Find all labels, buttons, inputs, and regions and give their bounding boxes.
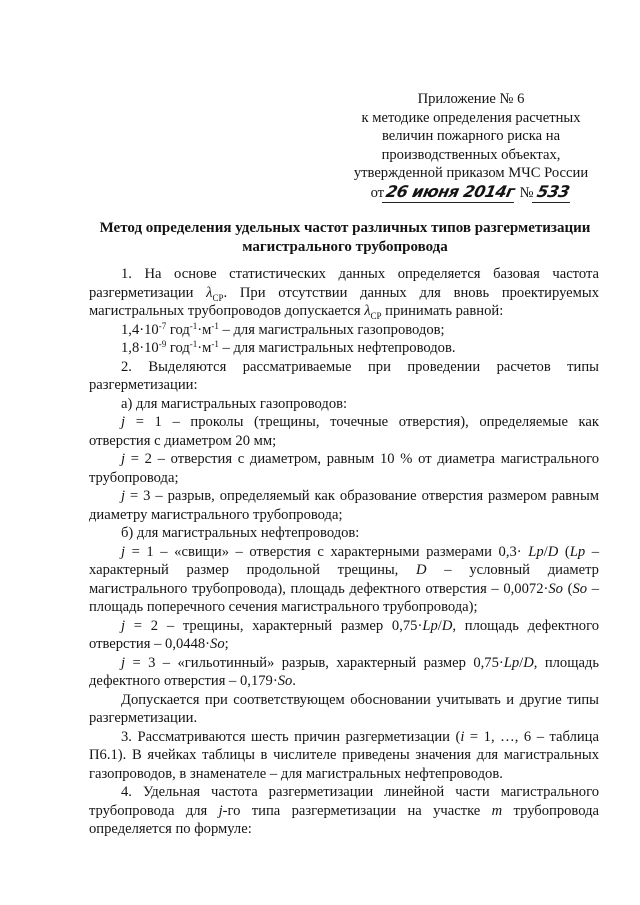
order-date-line	[346, 183, 596, 203]
appendix-number: Приложение № 6	[417, 91, 525, 107]
handwritten-number: 533	[531, 183, 573, 203]
gas-type-2: j = 2 – отверстия с диаметром, равным 10 % от диаметра магистрального трубопровода;	[89, 451, 599, 486]
oil-subheading: б) для магистральных нефтепроводов:	[121, 525, 360, 541]
paragraph-2: 2. Выделяются рассматриваемые при проведении расчетов типы разгерметизации:	[89, 358, 599, 393]
from-label: от	[370, 184, 385, 201]
handwritten-date: 26 июня 2014г	[382, 183, 518, 203]
oil-type-3: j = 3 – «гильотинный» разрыв, характерный размер 0,75·Lp/D, площадь дефектного отверстия – 0,179·So.	[89, 654, 600, 689]
section-title	[80, 219, 610, 256]
gas-subheading: а) для магистральных газопроводов:	[121, 395, 348, 412]
header-line: производственных объектах,	[381, 146, 561, 163]
title-line: магистрального трубопровода	[242, 238, 448, 255]
header-line: величин пожарного риска на	[381, 128, 561, 144]
oil-rate-line: $1,8\cdot 10^{-9}$ $год^{-1}\cdot м^{-1}$ – для магистральных нефтепроводов.	[121, 339, 456, 356]
gas-type-1: j = 1 – проколы (трещины, точечные отверстия), определяемые как отверстия с диаметром 20 мм;	[89, 414, 599, 449]
oil-type-1: j = 1 – «свищи» – отверстия с характерными размерами 0,3· Lp/D (Lp – характерный размер продольной трещины, D – условный диаметр магистрального трубопровода), площадь дефектного отверстия – 0,0072·So (So – площадь поперечного сечения магистрального трубопровода);	[89, 543, 599, 615]
paragraph-3: 3. Рассматриваются шесть причин разгерметизации (i = 1, …, 6 – таблица П6.1). В ячейках таблицы в числителе приведены значения для магистральных газопроводов, в знаменателе – для магистральных нефтепроводов.	[89, 728, 599, 782]
paragraph-1: 1. На основе статистических данных определяется базовая частота разгерметизации $\lambda_{CP}$. При отсутствии данных для вновь проектируемых магистральных трубопроводов допускается $\lambda_{CP}$ принимать равной:	[89, 266, 599, 321]
number-label: №	[519, 184, 534, 201]
title-line: Метод определения удельных частот различных типов разгерметизации	[99, 220, 591, 236]
gas-type-3: j = 3 – разрыв, определяемый как образование отверстия размером равным диаметру магистрального трубопровода;	[89, 488, 599, 523]
oil-type-2: j = 2 – трещины, характерный размер 0,75·Lp/D, площадь дефектного отверстия – 0,0448·So;	[89, 617, 599, 652]
header-line: утвержденной приказом МЧС России	[353, 165, 589, 181]
gas-rate-line: $1,4\cdot 10^{-7}$ $год^{-1}\cdot м^{-1}$ – для магистральных газопроводов;	[121, 320, 445, 338]
other-types-paragraph: Допускается при соответствующем обосновании учитывать и другие типы разгерметизации.	[89, 691, 599, 726]
appendix-header	[346, 90, 596, 202]
header-line: к методике определения расчетных	[361, 109, 581, 126]
body-text	[89, 265, 599, 839]
paragraph-4: 4. Удельная частота разгерметизации линейной части магистрального трубопровода для j-го типа разгерметизации на участке m трубопровода определяется по формуле:	[89, 784, 600, 837]
